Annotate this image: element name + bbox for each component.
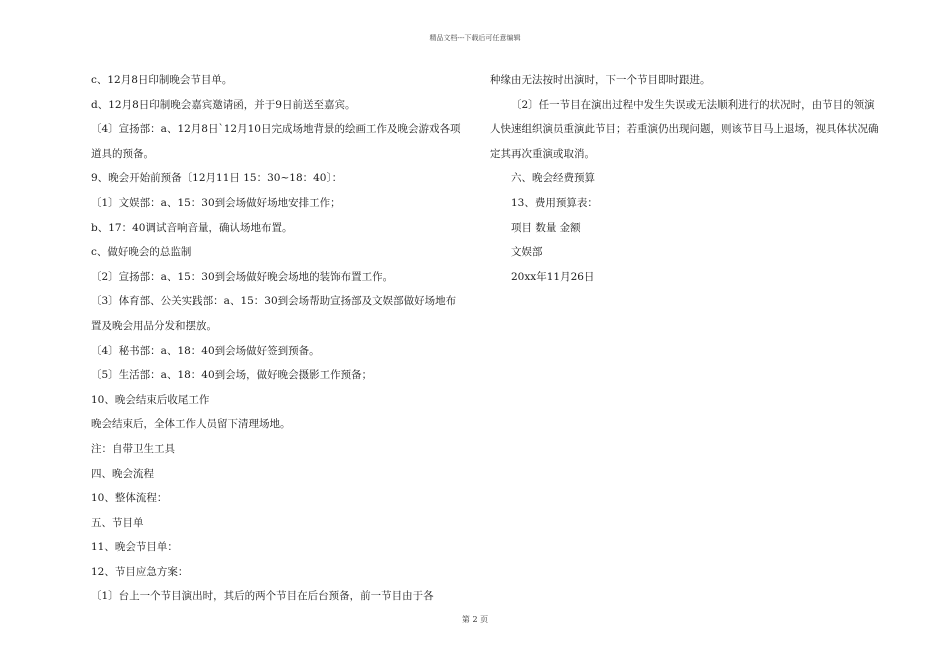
paragraph: 〔1〕台上一个节目演出时，其后的两个节目在后台预备，前一节目由于各 [91, 590, 434, 603]
page-number: 第 2 页 [461, 615, 489, 624]
paragraph: 13、费用预算表： [511, 196, 598, 209]
date-line: 20xx年11月26日 [511, 270, 595, 283]
paragraph: 〔2〕任一节目在演出过程中发生失误或无法顺利进行的状况时，由节目的领演人快速组织演员重演此节目；若重演仍出现问题，则该节目马上退场，视具体状况确定其再次重演或取消。 [490, 98, 879, 160]
paragraph: 项目 数量 金额 [511, 221, 581, 234]
paragraph: 〔2〕宣扬部：a、15：30到会场做好晚会场地的装饰布置工作。 [91, 270, 394, 283]
paragraph: 〔5〕生活部：a、18：40到会场，做好晚会摄影工作预备； [91, 369, 373, 382]
page-header: 精品文档---下载后可任意编辑 [429, 34, 521, 42]
paragraph: 六、晚会经费预算 [511, 172, 595, 185]
paragraph: 文娱部 [511, 246, 543, 259]
paragraph: c、12月8日印制晚会节目单。 [91, 74, 233, 86]
right-column [490, 68, 885, 289]
paragraph: 注：自带卫生工具 [91, 442, 175, 455]
paragraph: 〔3〕体育部、公关实践部：a、15：30到会场帮助宣扬部及文娱部做好场地布置及晚会用品分发和摆放。 [91, 295, 457, 332]
paragraph: 11、晚会节目单： [91, 541, 178, 554]
paragraph: 〔1〕文娱部：a、15：30到会场做好场地安排工作； [91, 196, 341, 209]
paragraph: 〔4〕秘书部：a、18：40到会场做好签到预备。 [91, 344, 320, 357]
paragraph: 12、节目应急方案： [91, 565, 189, 578]
paragraph: b、17：40调试音响音量，确认场地布置。 [91, 221, 293, 234]
left-column [91, 68, 466, 609]
paragraph: 〔4〕宣扬部：a、12月8日`12月10日完成场地背景的绘画工作及晚会游戏各项道具的预备。 [91, 123, 461, 160]
paragraph: 10、晚会结束后收尾工作 [91, 393, 210, 406]
paragraph: 种缘由无法按时出演时，下一个节目即时跟进。 [490, 74, 711, 86]
paragraph: 五、节目单 [91, 516, 144, 529]
paragraph: 10、整体流程： [91, 492, 168, 505]
paragraph: 四、晚会流程 [91, 467, 154, 480]
paragraph: d、12月8日印制晚会嘉宾邀请函，并于9日前送至嘉宾。 [91, 98, 356, 111]
paragraph: 晚会结束后，全体工作人员留下清理场地。 [91, 418, 291, 431]
paragraph: c、做好晚会的总监制 [91, 246, 192, 259]
paragraph: 9、晚会开始前预备〔12月11日 15：30~18：40〕： [91, 172, 343, 185]
